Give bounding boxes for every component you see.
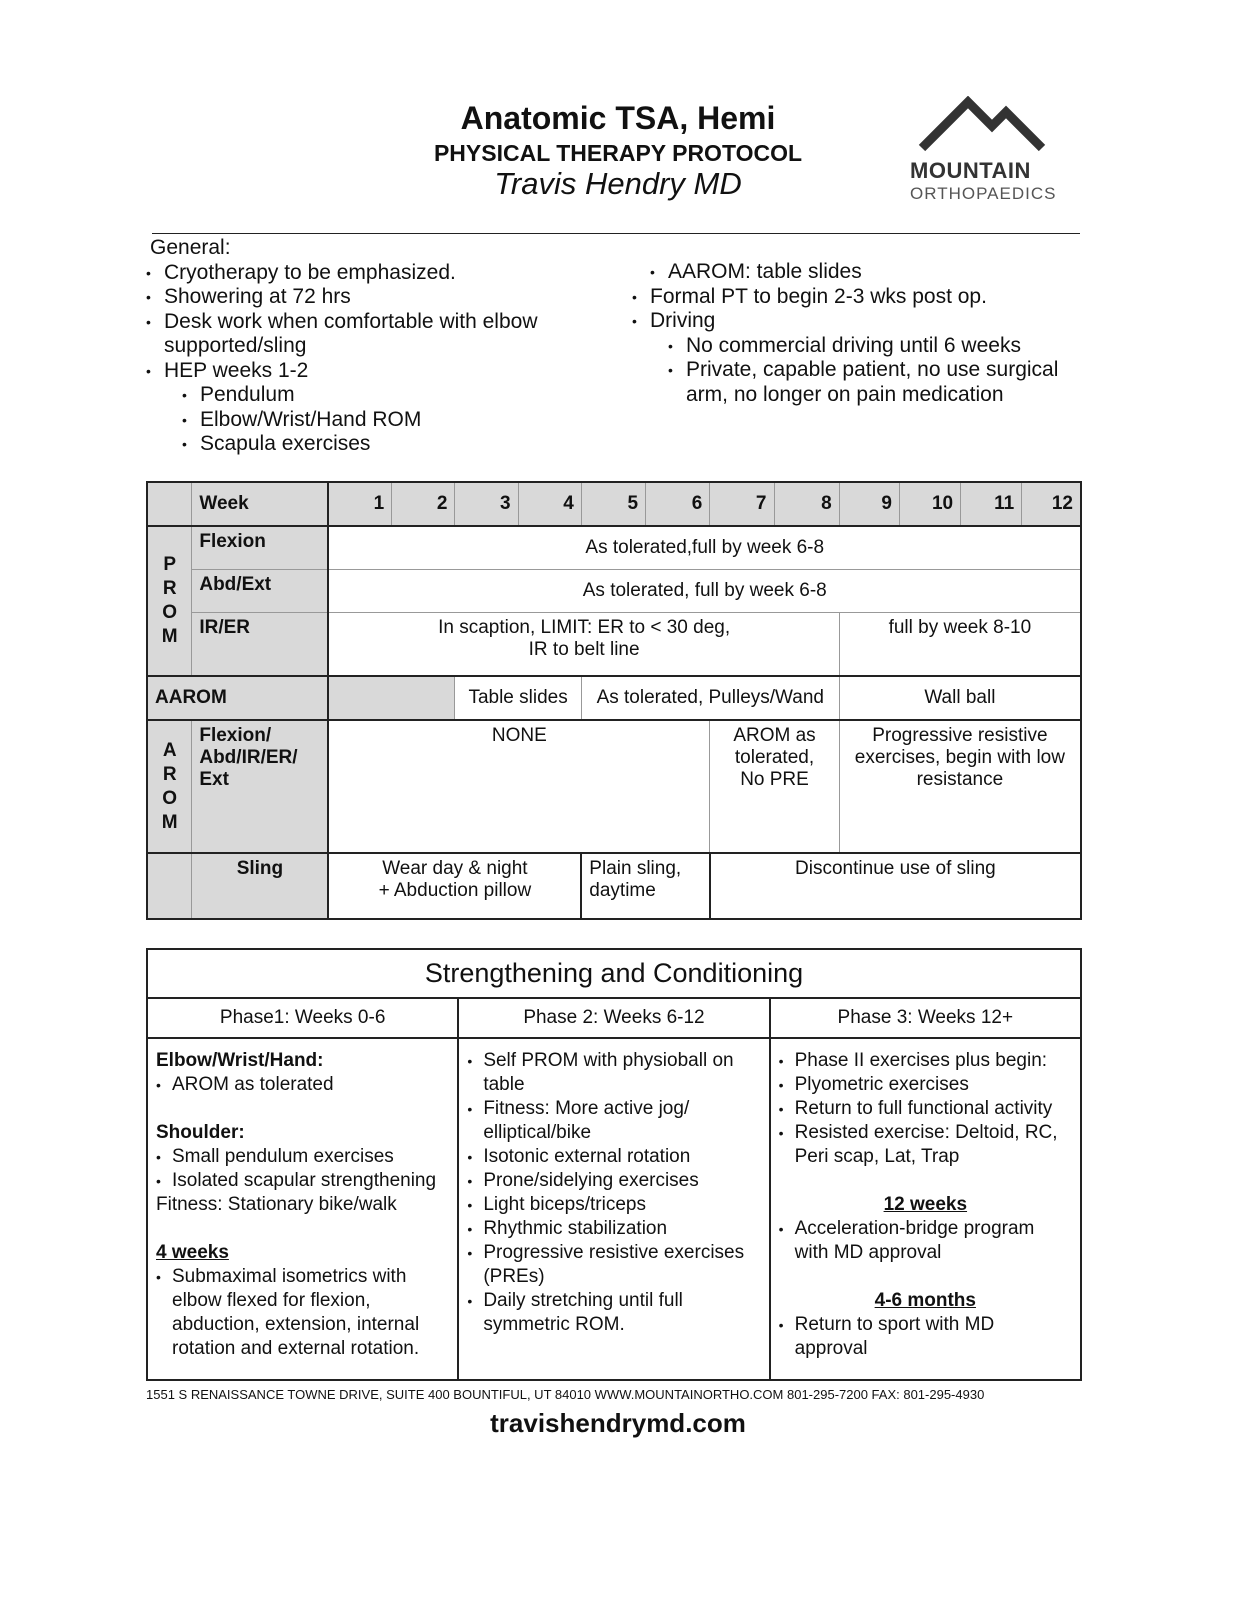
week-9: 9	[839, 482, 899, 526]
list-item: • Fitness: More active jog/ elliptical/bike	[467, 1097, 760, 1145]
sling-early	[328, 853, 581, 919]
phase2-content	[458, 1038, 769, 1380]
list-item	[146, 359, 596, 457]
arom-mid-line: tolerated,	[734, 747, 815, 768]
list-item: • Return to sport with MD approval	[779, 1313, 1072, 1361]
arom-late-line: resistance	[916, 769, 1004, 790]
arom-motion-line: Flexion/	[199, 725, 272, 746]
irer-late: full by week 8-10	[839, 612, 1081, 676]
footer-website[interactable]: travishendrymd.com	[490, 1408, 746, 1438]
driving-label: Driving	[650, 309, 716, 332]
list-item: • Isolated scapular strengthening	[156, 1169, 449, 1193]
week-8: 8	[774, 482, 839, 526]
sling-early-line: + Abduction pillow	[378, 880, 532, 901]
list-item: • Formal PT to begin 2-3 wks post op.	[632, 285, 1092, 310]
list-item: • Phase II exercises plus begin:	[779, 1049, 1072, 1073]
arom-mid-line: No PRE	[740, 769, 809, 790]
list-item: • Showering at 72 hrs	[146, 285, 596, 310]
general-right	[632, 260, 1092, 407]
week-11: 11	[961, 482, 1022, 526]
list-item: • Elbow/Wrist/Hand ROM	[182, 408, 596, 433]
list-item: • No commercial driving until 6 weeks	[668, 334, 1092, 359]
general-left	[146, 236, 596, 457]
phase3-header: Phase 3: Weeks 12+	[770, 998, 1081, 1038]
general-heading: General:	[150, 236, 231, 259]
list-item: • Isotonic external rotation	[467, 1145, 760, 1169]
list-item: • Self PROM with physioball on table	[467, 1049, 760, 1097]
aarom-blank	[328, 676, 454, 720]
list-item: • AAROM: table slides	[650, 260, 1092, 285]
sling-early-line: Wear day & night	[382, 858, 528, 879]
arom-none: NONE	[328, 720, 709, 853]
sling-label: Sling	[192, 853, 329, 919]
irer-early	[328, 612, 839, 676]
list-item: • Light biceps/triceps	[467, 1193, 760, 1217]
arom-late-line: Progressive resistive	[872, 725, 1048, 746]
arom-row	[147, 720, 1081, 853]
week-10: 10	[899, 482, 960, 526]
mountain-logo	[910, 96, 1057, 204]
list-item: • Return to full functional activity	[779, 1097, 1072, 1121]
list-item: • Plyometric exercises	[779, 1073, 1072, 1097]
list-item: • Cryotherapy to be emphasized.	[146, 261, 596, 286]
prom-label	[147, 526, 192, 676]
header-divider	[152, 233, 1080, 234]
sling-plain	[581, 853, 709, 919]
phase2-header: Phase 2: Weeks 6-12	[458, 998, 769, 1038]
strengthening-title: Strengthening and Conditioning	[147, 949, 1081, 998]
list-item: • AROM as tolerated	[156, 1073, 449, 1097]
prom-letter: P	[163, 554, 177, 575]
list-item: • Private, capable patient, no use surgical arm, no longer on pain medication	[668, 358, 1092, 407]
arom-letter: R	[162, 763, 177, 785]
arom-label	[147, 720, 192, 853]
week-7: 7	[710, 482, 774, 526]
flexion-value: As tolerated,full by week 6-8	[328, 526, 1081, 569]
page-subtitle: PHYSICAL THERAPY PROTOCOL	[433, 140, 803, 166]
logo-subname: ORTHOPAEDICS	[910, 184, 1057, 203]
elbow-heading: Elbow/Wrist/Hand:	[156, 1050, 324, 1071]
list-item: • Resisted exercise: Deltoid, RC, Peri scap, Lat, Trap	[779, 1121, 1072, 1169]
prom-letter: M	[161, 626, 178, 647]
aarom-label: AAROM	[147, 676, 328, 720]
page-title: Anatomic TSA, Hemi	[460, 100, 776, 136]
irer-line: IR to belt line	[528, 638, 640, 660]
list-item: • Desk work when comfortable with elbow supported/sling	[146, 310, 596, 359]
list-item: • Scapula exercises	[182, 432, 596, 457]
flexion-label: Flexion	[192, 526, 329, 569]
shoulder-heading: Shoulder:	[156, 1122, 245, 1143]
list-item: • Acceleration-bridge program with MD approval	[779, 1217, 1072, 1265]
irer-label: IR/ER	[192, 612, 329, 676]
aarom-row	[147, 676, 1081, 720]
logo-name: MOUNTAIN	[910, 158, 1031, 183]
doctor-name: Travis Hendry MD	[494, 166, 742, 201]
week-3: 3	[455, 482, 518, 526]
list-item	[632, 309, 1092, 407]
phase1-header: Phase1: Weeks 0-6	[147, 998, 458, 1038]
aarom-table-slides: Table slides	[455, 676, 581, 720]
phase1-content	[147, 1038, 458, 1380]
arom-letter: O	[162, 787, 178, 809]
week-2: 2	[392, 482, 455, 526]
week-4: 4	[518, 482, 581, 526]
footer-address: 1551 S RENAISSANCE TOWNE DRIVE, SUITE 400 BOUNTIFUL, UT 84010 WWW.MOUNTAINORTHO.COM 801-295-7200 FAX: 801-295-4930	[146, 1387, 985, 1402]
phase3-content	[770, 1038, 1081, 1380]
fitness-text: Fitness: Stationary bike/walk	[156, 1194, 397, 1215]
abd-label: Abd/Ext	[192, 569, 329, 612]
list-item: • Prone/sidelying exercises	[467, 1169, 760, 1193]
arom-late	[839, 720, 1081, 853]
strengthening-table	[146, 948, 1082, 1381]
week-12: 12	[1022, 482, 1081, 526]
prom-flexion-row	[147, 526, 1081, 569]
list-item: • Pendulum	[182, 383, 596, 408]
sling-discontinue: Discontinue use of sling	[710, 853, 1081, 919]
week-label: Week	[192, 482, 329, 526]
week-5: 5	[581, 482, 645, 526]
abd-value: As tolerated, full by week 6-8	[328, 569, 1081, 612]
week-6: 6	[646, 482, 710, 526]
arom-letter: A	[162, 739, 177, 761]
hep-label: HEP weeks 1-2	[164, 358, 309, 382]
arom-motion-line: Abd/IR/ER/	[199, 747, 298, 768]
prom-abd-row	[147, 569, 1081, 612]
sling-plain-line: daytime	[589, 880, 656, 901]
irer-line: In scaption, LIMIT: ER to < 30 deg,	[438, 616, 731, 638]
mountain-icon	[918, 96, 1048, 152]
list-item: • Progressive resistive exercises (PREs)	[467, 1241, 760, 1289]
list-item: • Rhythmic stabilization	[467, 1217, 760, 1241]
arom-late-line: exercises, begin with low	[854, 747, 1065, 768]
list-item: • Small pendulum exercises	[156, 1145, 449, 1169]
aarom-late: Wall ball	[839, 676, 1081, 720]
aarom-mid: As tolerated, Pulleys/Wand	[581, 676, 839, 720]
prom-letter: O	[162, 602, 178, 623]
arom-mid-line: AROM as	[733, 725, 816, 746]
protocol-table	[146, 481, 1082, 920]
list-item: • Daily stretching until full symmetric ROM.	[467, 1289, 760, 1337]
prom-irer-row	[147, 612, 1081, 676]
arom-letter: M	[161, 811, 178, 833]
corner-cell	[147, 482, 192, 526]
arom-motion-label	[192, 720, 329, 853]
arom-mid	[710, 720, 839, 853]
sling-row	[147, 853, 1081, 919]
list-item: • Submaximal isometrics with elbow flexed for flexion, abduction, extension, internal rotation and external rotation.	[156, 1265, 449, 1361]
sling-blank	[147, 853, 192, 919]
four-weeks-heading: 4 weeks	[156, 1242, 229, 1263]
four-six-months-heading: 4-6 months	[874, 1290, 976, 1311]
prom-letter: R	[162, 578, 177, 599]
week-header-row	[147, 482, 1081, 526]
arom-motion-line: Ext	[199, 769, 229, 790]
week-1: 1	[328, 482, 391, 526]
twelve-weeks-heading: 12 weeks	[883, 1194, 968, 1215]
sling-plain-line: Plain sling,	[589, 858, 682, 879]
